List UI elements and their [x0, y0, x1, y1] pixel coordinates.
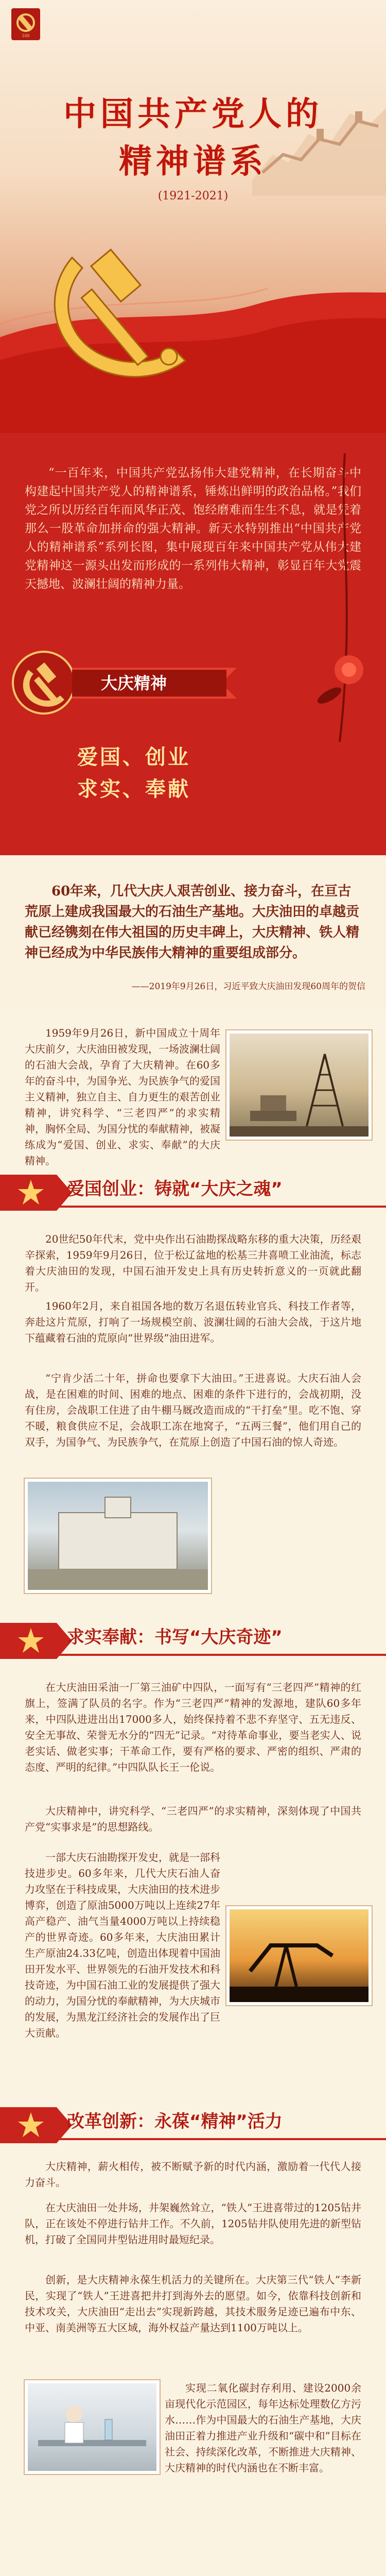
section2-p1: 在大庆油田采油一厂第三油矿中四队，一面写有“三老四严”精神的红旗上，签满了队员的名字。作为“三老四严”精神的发源地，建队60多年来，中四队进进出出17000多人，始终保持着不悲不弃坚守、五无违反、安全无事故、荣誉无水分的“四无”记录。“对待革命事业，要当老实人、说老实话、做老实事；干革命工作，要有严格的要求、严密的组织、严肃的态度、严明的纪律。”中四队队长王一伦说。: [25, 1681, 361, 1773]
section3-p4: 实现二氧化碳封存利用、建设2000余亩现代化示范园区，每年达标处理数亿方污水……作为中国最大的石油生产基地，大庆油田正着力推进产业升级和“碳中和”目标在社会、持续深化改革，不断推进大庆精神、大庆精神的时代内涵也在不断丰富。: [165, 2382, 361, 2474]
section3-p2: 在大庆油田一处井场，井架巍然耸立，“铁人”王进喜带过的1205钻井队，正在该处不停进行钻井工作。不久前，1205钻井队使用先进的新型钻机，打破了全国同井型钻进用时最短纪录。: [25, 2201, 361, 2246]
svg-text:100: 100: [22, 33, 30, 38]
quote-section: [0, 855, 386, 1010]
spirit-label: 大庆精神: [100, 673, 167, 693]
hero-years: (1921-2021): [157, 190, 229, 202]
section3-title: 改革创新：永葆“精神”活力: [67, 2111, 283, 2132]
party-emblem-icon: [11, 8, 40, 40]
flower-decoration-icon: [309, 453, 376, 742]
section1-p1: 20世纪50年代末，党中央作出石油勘探战略东移的重大决策，历经艰辛探索，1959年9月26日，位于松辽盆地的松基三井喜喷工业油流，标志着大庆油田的发现，中国石油开发史上具有历史转折意义的一页就此翻开。: [25, 1233, 361, 1293]
memorial-building-photo: [25, 1479, 211, 1593]
section2-p3: 一部大庆石油勘探开发史，就是一部科技进步史。60多年来，几代大庆石油人奋力攻坚在于科技成果，大庆油田的技术进步博弈，创造了原油5000万吨以上连续27年高产稳产、油气当量4000万吨以上持续稳产的世界奇迹。60多年来，大庆油田累计生产原油24.33亿吨，创造出体现着中国油田开发水平、世界领先的石油开发技术和科技奇迹，为中国石油工业的发展提供了强大的动力，为国分忧的奉献精神，为大庆城市的发展，为黑龙江经济社会的发展作出了巨大贡献。: [25, 1851, 220, 2039]
oil-derrick-icon: [230, 1033, 369, 1137]
oil-pump-photo: [226, 1030, 372, 1140]
lab-worker-icon: [28, 2383, 156, 2471]
hero-title-line1: 中国共产党人的: [63, 95, 323, 133]
section3-p3: 创新，是大庆精神永葆生机活力的关键所在。大庆第三代“铁人”李新民，实现了“铁人”王进喜把井打到海外去的愿望。如今，依靠科技创新和技术攻关，大庆油田“走出去”实现新跨越，其技术服务足迹已遍布中东、中亚、南美洲等五大区域，海外权益产量达到1100万吨以上。: [25, 2274, 361, 2334]
quote-text: 60年来，几代大庆人艰苦创业、接力奋斗，在亘古荒原上建成我国最大的石油生产基地。大庆油田的卓越贡献已经镌刻在伟大祖国的历史丰碑上，大庆精神、铁人精神已经成为中华民族伟大精神的重要组成部分。: [25, 884, 360, 961]
lab-photo: [25, 2380, 160, 2474]
intro-text: “一百年来，中国共产党弘扬伟大建党精神，在长期奋斗中构建起中国共产党人的精神谱系，锤炼出鲜明的政治品格。”我们党之所以历经百年而风华正茂、饱经磨难而生生不息，就是凭着那么一股革命加拼命的强大精神。新天水特别推出“中国共产党人的精神谱系”系列长图，集中展现百年来中国共产党从伟大建党精神这一源头出发而形成的一系列伟大精神，彰显百年大党震天撼地、波澜壮阔的精神力量。: [25, 466, 361, 591]
section3-p1: 大庆精神，薪火相传，被不断赋予新的时代内涵，激励着一代代人接力奋斗。: [25, 2160, 361, 2189]
quote-source: ——2019年9月26日，习近平致大庆油田发现60周年的贺信: [131, 981, 365, 992]
pumpjack-icon: [230, 1909, 369, 2002]
section1-title: 爱国创业：铸就“大庆之魂”: [67, 1179, 283, 1199]
section1-p3: “宁肯少活二十年，拼命也要拿下大油田。”王进喜说。大庆石油人会战，是在困难的时间、困难的地点、困难的条件下进行的，会战初期，没有住房，会战职工住进了由牛棚马厩改造而成的“干打垒”里。吃不饱、穿不暖，粮食供应不足，会战职工冻在地窝子，“五两三餐”，他们用自己的双手，为国争气、为民族争气，在荒原上创造了中国石油的惊人奇迹。: [25, 1372, 361, 1448]
section2-p2: 大庆精神中，讲究科学、“三老四严”的求实精神，深刻体现了中国共产党“实事求是”的思想路线。: [25, 1805, 361, 1833]
section1-p2: 1960年2月，来自祖国各地的数万名退伍转业官兵、科技工作者等，奔赴这片荒原，打响了一场规模空前、波澜壮阔的石油大会战，于这片地下蕴藏着石油的荒原向“世界级”油田进军。: [25, 1300, 361, 1344]
hero-title-line2: 精神谱系: [119, 142, 267, 181]
section0-text: 1959年9月26日，新中国成立十周年大庆前夕，大庆油田被发现，一场波澜壮阔的石油大会战，孕育了大庆精神。在60多年的奋斗中，为国争光、为民族争气的爱国主义精神，独立自主、自力更生的艰苦创业精神，讲究科学、“三老四严”的求实精神，胸怀全局、为国分忧的奉献精神，被凝练成为“爱国、创业、求实、奉献”的大庆精神。: [25, 1027, 220, 1167]
hero-banner: [0, 0, 386, 433]
spirit-motto-line2: 求实、奉献: [77, 777, 190, 801]
building-icon: [28, 1482, 208, 1590]
intro-section: [0, 433, 386, 855]
spirit-motto-line1: 爱国、创业: [77, 745, 190, 769]
sunset-pumpjack-photo: [226, 1906, 372, 2005]
section2-title: 求实奉献：书写“大庆奇迹”: [67, 1627, 283, 1648]
hammer-sickle-icon: [31, 222, 201, 392]
